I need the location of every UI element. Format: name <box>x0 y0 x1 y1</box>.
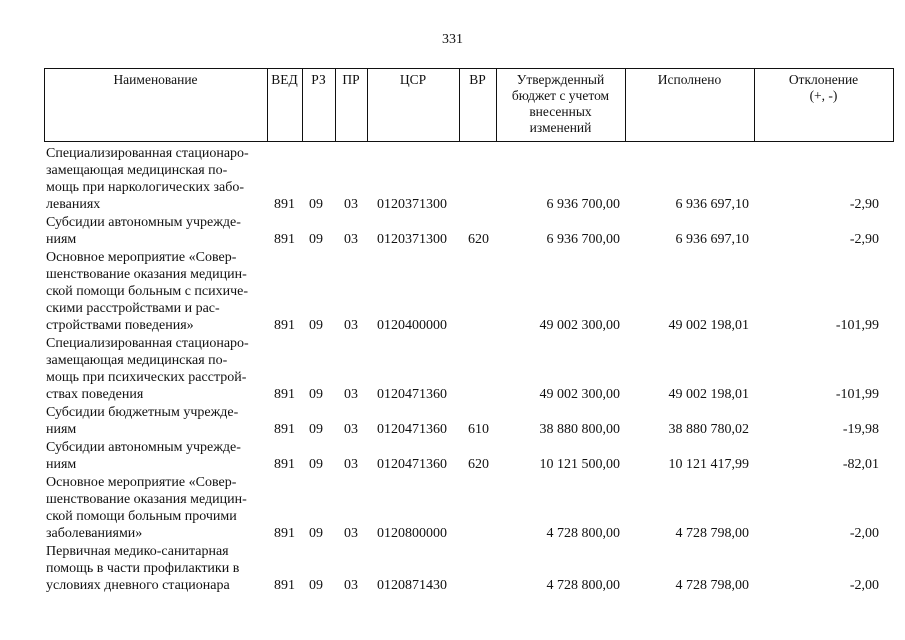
header-vr: ВР <box>469 72 486 87</box>
row-ved: 891 <box>274 578 295 593</box>
row-deviation: -2,00 <box>849 526 879 541</box>
row-deviation: -2,90 <box>849 232 879 247</box>
row-pr: 03 <box>344 387 358 402</box>
row-deviation: -2,00 <box>849 578 879 593</box>
header-approved: Утвержденный бюджет с учетом внесенных изменений <box>511 72 610 135</box>
row-executed: 49 002 198,01 <box>668 387 749 402</box>
header-border <box>893 68 894 142</box>
row-executed: 4 728 798,00 <box>675 578 749 593</box>
page-number: 331 <box>442 32 463 47</box>
row-vr: 620 <box>468 457 489 472</box>
row-csr: 0120471360 <box>377 457 447 472</box>
row-approved: 49 002 300,00 <box>539 318 620 333</box>
row-approved: 4 728 800,00 <box>546 578 620 593</box>
header-csr: ЦСР <box>399 72 427 87</box>
header-executed: Исполнено <box>657 72 722 87</box>
table-row <box>0 439 905 473</box>
row-vr: 610 <box>468 422 489 437</box>
row-rz: 09 <box>309 526 323 541</box>
table-row <box>0 249 905 334</box>
header-pr: ПР <box>342 72 360 87</box>
row-pr: 03 <box>344 526 358 541</box>
table-row <box>0 543 905 594</box>
header-ved: ВЕД <box>271 72 298 87</box>
row-ved: 891 <box>274 197 295 212</box>
header-rz: РЗ <box>311 72 326 87</box>
row-executed: 6 936 697,10 <box>675 232 749 247</box>
row-deviation: -19,98 <box>842 422 879 437</box>
row-approved: 4 728 800,00 <box>546 526 620 541</box>
header-deviation: Отклонение (+, -) <box>788 72 859 103</box>
row-name: Специализированная стационаро- замещающая медицинская по- мощь при психических расстрой- ствах поведения <box>46 336 249 402</box>
row-executed: 49 002 198,01 <box>668 318 749 333</box>
row-name: Основное мероприятие «Совер- шенствование оказания медицин- ской помощи больным прочими заболеваниями» <box>46 475 247 541</box>
row-rz: 09 <box>309 318 323 333</box>
row-ved: 891 <box>274 232 295 247</box>
row-csr: 0120371300 <box>377 232 447 247</box>
row-ved: 891 <box>274 457 295 472</box>
table-row <box>0 404 905 438</box>
row-ved: 891 <box>274 526 295 541</box>
row-approved: 49 002 300,00 <box>539 387 620 402</box>
row-rz: 09 <box>309 457 323 472</box>
row-csr: 0120871430 <box>377 578 447 593</box>
row-deviation: -2,90 <box>849 197 879 212</box>
row-ved: 891 <box>274 387 295 402</box>
row-name: Субсидии автономным учрежде- ниям <box>46 440 241 472</box>
row-csr: 0120371300 <box>377 197 447 212</box>
row-name: Первичная медико-санитарная помощь в части профилактики в условиях дневного стационара <box>46 544 240 593</box>
row-csr: 0120471360 <box>377 422 447 437</box>
row-approved: 38 880 800,00 <box>539 422 620 437</box>
table-row <box>0 145 905 213</box>
table-row <box>0 474 905 542</box>
row-csr: 0120800000 <box>377 526 447 541</box>
row-executed: 4 728 798,00 <box>675 526 749 541</box>
row-deviation: -101,99 <box>835 387 879 402</box>
row-rz: 09 <box>309 197 323 212</box>
row-pr: 03 <box>344 457 358 472</box>
row-pr: 03 <box>344 318 358 333</box>
row-rz: 09 <box>309 422 323 437</box>
row-name: Основное мероприятие «Совер- шенствование оказания медицин- ской помощи больным с психиче- скими расстройствами и рас- стройствами поведения» <box>46 250 249 333</box>
row-pr: 03 <box>344 578 358 593</box>
row-deviation: -101,99 <box>835 318 879 333</box>
row-approved: 6 936 700,00 <box>546 232 620 247</box>
row-name: Специализированная стационаро- замещающая медицинская по- мощь при наркологических забо- леваниях <box>46 146 249 212</box>
row-name: Субсидии автономным учрежде- ниям <box>46 215 241 247</box>
row-csr: 0120471360 <box>377 387 447 402</box>
row-executed: 38 880 780,02 <box>668 422 749 437</box>
row-executed: 6 936 697,10 <box>675 197 749 212</box>
row-deviation: -82,01 <box>842 457 879 472</box>
row-rz: 09 <box>309 232 323 247</box>
row-ved: 891 <box>274 318 295 333</box>
table-row <box>0 335 905 403</box>
row-rz: 09 <box>309 578 323 593</box>
row-approved: 6 936 700,00 <box>546 197 620 212</box>
row-pr: 03 <box>344 197 358 212</box>
row-vr: 620 <box>468 232 489 247</box>
row-name: Субсидии бюджетным учрежде- ниям <box>46 405 239 437</box>
header-name: Наименование <box>113 72 198 87</box>
row-executed: 10 121 417,99 <box>668 457 749 472</box>
row-rz: 09 <box>309 387 323 402</box>
row-ved: 891 <box>274 422 295 437</box>
row-pr: 03 <box>344 422 358 437</box>
row-pr: 03 <box>344 232 358 247</box>
table-row <box>0 214 905 248</box>
row-csr: 0120400000 <box>377 318 447 333</box>
row-approved: 10 121 500,00 <box>539 457 620 472</box>
